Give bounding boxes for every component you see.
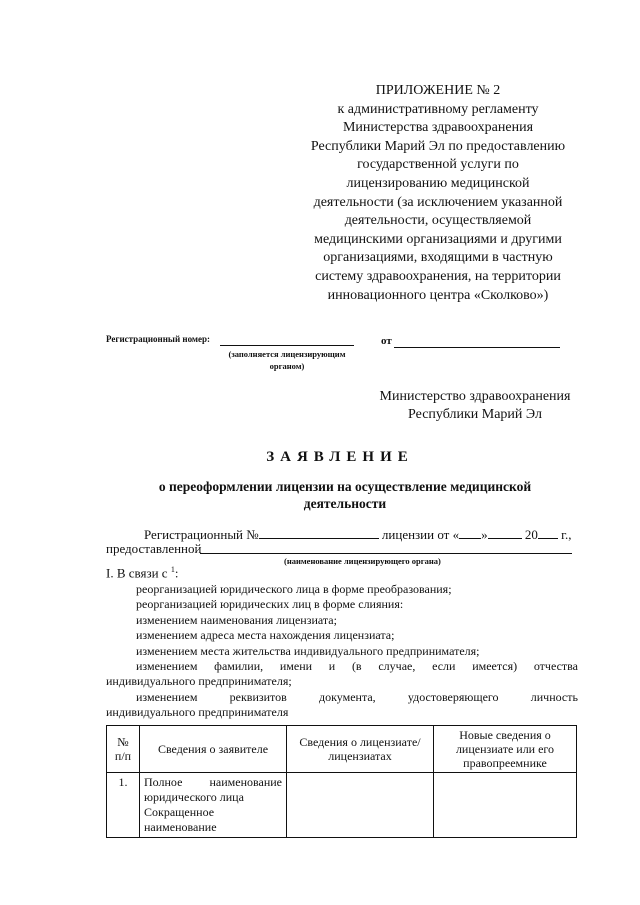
appendix-header [298,82,578,305]
registration-note-line: (заполняется лицензирующим [228,349,346,359]
license-number-field[interactable] [259,526,379,539]
license-month-field[interactable] [488,526,522,539]
table-header-row [107,726,577,773]
list-item: изменением адреса места нахождения лицензиата; [136,628,395,643]
list-item: изменением наименования лицензиата; [136,612,337,627]
appendix-line: ПРИЛОЖЕНИЕ № 2 [375,83,501,98]
word: и [328,659,336,674]
word: имени [279,659,313,674]
word: (в [351,659,362,674]
reason-footnote-ref: 1 [170,565,175,574]
from-date-label: от [381,335,392,347]
appendix-line: деятельности, осуществляемой [344,213,532,229]
addressee-line: Министерство здравоохранения [379,389,571,404]
applicant-info-table [106,725,577,838]
license-registration-line [144,526,571,543]
appendix-line: государственной услуги по [357,157,519,173]
addressee-line: Республики Марий Эл [408,407,542,422]
reason-colon: : [174,565,179,581]
appendix-line: Республики Марий Эл по предоставлению [310,138,566,154]
word: документа, [319,689,376,704]
list-item: изменением места жительства индивидуального предпринимателя; [136,643,480,658]
document-subtitle [130,478,560,512]
license-day-field[interactable] [459,526,481,539]
applicant-short-name: Сокращенное наименование [144,805,217,834]
reason-list [106,582,578,721]
addressee [360,388,590,424]
word: изменением [136,689,198,704]
row-licensee-cell[interactable] [287,773,434,838]
appendix-line: организациями, входящими в частную [323,250,553,266]
list-item-document [106,690,578,705]
license-year-prefix: 20 [524,527,538,542]
reason-heading [106,565,178,581]
word: имеется) [472,659,518,674]
appendix-line: инновационного центра «Сколково») [327,287,549,303]
list-item: реорганизацией юридических лиц в форме слияния: [136,597,404,612]
word: случае, [378,659,416,674]
licensing-authority-note: (наименование лицензирующего органа) [284,556,441,566]
word: удостоверяющего [407,689,499,704]
list-item-fio [106,659,578,674]
word: если [432,659,456,674]
registration-note [214,348,360,372]
subtitle-line: деятельности [303,496,387,511]
row-new-info-cell[interactable] [434,773,577,838]
table-row [107,773,577,838]
registration-number-label: Регистрационный номер: [106,334,211,344]
word: фамилии, [214,659,264,674]
header-new-info: Новые сведения о лицензиате или его правопреемнике [434,726,577,773]
appendix-line: систему здравоохранения, на территории [315,268,561,284]
word: реквизитов [229,689,287,704]
reason-label: I. В связи с [106,565,168,581]
document-title: ЗАЯВЛЕНИЕ [266,449,414,465]
from-date-field[interactable] [394,347,560,348]
license-number-label: Регистрационный № [144,527,259,542]
registration-note-line: органом) [269,361,305,371]
header-applicant: Сведения о заявителе [140,726,287,773]
licensing-authority-field[interactable] [200,553,572,554]
list-item-continuation: индивидуального предпринимателя [106,705,289,720]
appendix-line: Министерства здравоохранения [342,120,534,136]
registration-number-field[interactable] [220,345,354,346]
word: изменением [136,659,198,674]
header-number: № п/п [107,726,140,773]
appendix-line: лицензированию медицинской [346,175,530,191]
license-year-suffix: г., [561,527,572,542]
appendix-line: деятельности (за исключением указанной [313,194,563,210]
appendix-line: к административному регламенту [337,101,539,117]
list-item: реорганизацией юридического лица в форме преобразования; [136,582,452,596]
license-quote-close: » [481,527,488,542]
list-item-continuation: индивидуального предпринимателя; [106,674,292,689]
provided-label: предоставленной [106,541,202,556]
header-licensee: Сведения о лицензиате/лицензиатах [287,726,434,773]
row-applicant-cell [140,773,287,838]
appendix-line: медицинскими организациями и другими [314,231,562,247]
license-year-field[interactable] [538,526,558,539]
word: личность [530,689,578,704]
word: отчества [533,659,578,674]
row-number: 1. [107,773,140,838]
applicant-full-name: Полное наименование юридического лица [144,775,282,804]
subtitle-line: о переоформлении лицензии на осуществление медицинской [158,479,532,494]
license-date-label: лицензии от « [381,527,460,542]
